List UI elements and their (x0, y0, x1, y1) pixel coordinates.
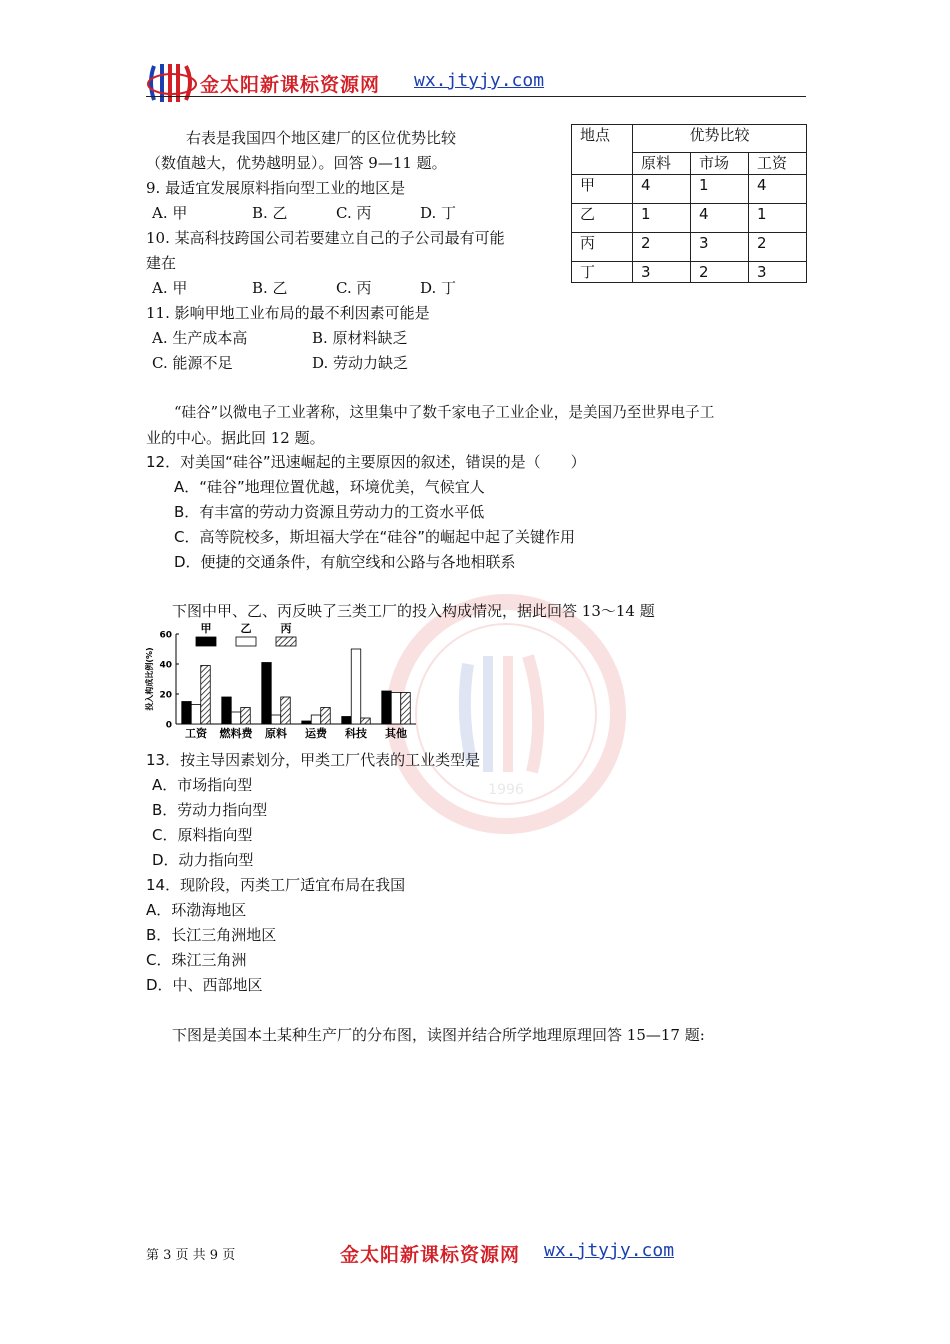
table-cell: 4 (633, 175, 691, 204)
question-9-option: B. 乙 (252, 204, 288, 222)
bar-丙 (241, 708, 251, 725)
question-14-option: D．中、西部地区 (146, 976, 263, 994)
bar-甲 (222, 697, 232, 724)
question-9-option: A. 甲 (152, 204, 188, 222)
bar-丙 (401, 693, 411, 725)
table-cell: 3 (749, 262, 807, 283)
legend-label: 乙 (240, 622, 252, 635)
brand-logo-icon (146, 60, 200, 104)
question-13-option: B．劳动力指向型 (152, 801, 268, 819)
table-row (572, 262, 807, 283)
question-13-stem: 13．按主导因素划分，甲类工厂代表的工业类型是 (146, 751, 481, 769)
question-14-option: B．长江三角洲地区 (146, 926, 277, 944)
bar-丙 (321, 708, 331, 725)
table-cell: 3 (633, 262, 691, 283)
intro-text-1a: 右表是我国四个地区建厂的区位优势比较 (186, 129, 457, 147)
footer-url-link[interactable]: wx.jtyjy.com (544, 1240, 675, 1261)
table-header-place: 地点 (572, 125, 633, 175)
table-cell-place: 甲 (572, 175, 633, 204)
question-11-option: D. 劳动力缺乏 (312, 354, 409, 372)
question-14-option: A．环渤海地区 (146, 901, 247, 919)
question-10-stem: 10. 某高科技跨国公司若要建立自己的子公司最有可能 (146, 229, 505, 247)
question-9-option: C. 丙 (336, 204, 372, 222)
table-cell: 1 (749, 204, 807, 233)
y-axis-label: 投入构成比例(%) (145, 647, 154, 711)
table-row (572, 204, 807, 233)
question-9-option: D. 丁 (420, 204, 457, 222)
watermark-seal (386, 594, 626, 834)
y-tick-label: 20 (159, 690, 172, 701)
intro-text-2a: “硅谷”以微电子工业著称，这里集中了数千家电子工业企业，是美国乃至世界电子工 (174, 404, 715, 421)
question-12-stem: 12．对美国“硅谷”迅速崛起的主要原因的叙述，错误的是（ ） (146, 453, 586, 471)
question-10-option: C. 丙 (336, 279, 372, 297)
y-tick-label: 40 (159, 660, 172, 671)
bar-乙 (391, 693, 401, 725)
table-cell: 1 (691, 175, 749, 204)
table-cell-place: 丁 (572, 262, 633, 283)
legend-swatch (236, 637, 256, 646)
question-12-option: D．便捷的交通条件，有航空线和公路与各地相联系 (174, 553, 516, 571)
intro-text-1b: （数值越大，优势越明显）。回答 9—11 题。 (146, 154, 447, 172)
bar-甲 (182, 702, 192, 725)
x-tick-label: 运费 (305, 727, 327, 740)
table-cell: 4 (749, 175, 807, 204)
question-12-option: A．“硅谷”地理位置优越，环境优美，气候宜人 (174, 478, 485, 496)
footer-brand: 金太阳新课标资源网 (340, 1244, 521, 1266)
bar-丙 (361, 718, 371, 724)
intro-text-3: 下图中甲、乙、丙反映了三类工厂的投入构成情况，据此回答 13～14 题 (172, 602, 655, 620)
question-13-option: C．原料指向型 (152, 826, 253, 844)
bar-乙 (271, 715, 281, 724)
bar-甲 (262, 663, 272, 725)
table-cell: 4 (691, 204, 749, 233)
legend-label: 丙 (280, 622, 292, 635)
x-tick-label: 原料 (265, 727, 287, 740)
bar-丙 (281, 697, 291, 724)
header-url-link[interactable]: wx.jtyjy.com (414, 70, 545, 91)
intro-text-2b: 业的中心。据此回 12 题。 (146, 429, 325, 447)
bar-乙 (351, 649, 361, 724)
input-structure-bar-chart (140, 620, 420, 744)
legend-swatch (276, 637, 296, 646)
question-14-option: C．珠江三角洲 (146, 951, 247, 969)
question-11-option: C. 能源不足 (152, 354, 233, 372)
x-tick-label: 工资 (185, 727, 207, 740)
legend-swatch (196, 637, 216, 646)
question-11-option: B. 原材料缺乏 (312, 329, 408, 347)
x-tick-label: 其他 (385, 727, 407, 740)
table-cell-place: 乙 (572, 204, 633, 233)
table-cell: 1 (633, 204, 691, 233)
table-row (572, 233, 807, 262)
bar-乙 (311, 715, 321, 724)
question-12-option: C．高等院校多，斯坦福大学在“硅谷”的崛起中起了关键作用 (174, 528, 576, 546)
bar-丙 (201, 666, 211, 725)
table-cell: 2 (691, 262, 749, 283)
question-10-option: A. 甲 (152, 279, 188, 297)
question-13-option: A．市场指向型 (152, 776, 253, 794)
question-11-option: A. 生产成本高 (152, 329, 248, 347)
question-14-stem: 14．现阶段，丙类工厂适宜布局在我国 (146, 876, 406, 894)
header-divider (146, 96, 806, 97)
header-brand: 金太阳新课标资源网 (200, 74, 381, 96)
intro-text-4: 下图是美国本土某种生产厂的分布图，读图并结合所学地理原理回答 15—17 题: (172, 1026, 705, 1044)
question-11-stem: 11. 影响甲地工业布局的最不利因素可能是 (146, 304, 430, 322)
page-number: 第 3 页 共 9 页 (146, 1248, 236, 1263)
question-13-option: D．动力指向型 (152, 851, 254, 869)
bar-甲 (382, 691, 392, 724)
x-tick-label: 科技 (345, 727, 367, 740)
bar-甲 (302, 721, 312, 724)
table-subheader: 市场 (691, 153, 749, 175)
table-header-advantage: 优势比较 (633, 125, 807, 153)
location-advantage-table (571, 124, 807, 283)
question-12-option: B．有丰富的劳动力资源且劳动力的工资水平低 (174, 503, 485, 521)
table-cell-place: 丙 (572, 233, 633, 262)
table-cell: 2 (633, 233, 691, 262)
table-subheader: 原料 (633, 153, 691, 175)
x-tick-label: 燃料费 (219, 727, 253, 740)
table-row (572, 175, 807, 204)
question-10-option: B. 乙 (252, 279, 288, 297)
legend-label: 甲 (200, 622, 212, 635)
bar-乙 (231, 712, 241, 724)
y-tick-label: 0 (165, 720, 172, 731)
bar-乙 (191, 705, 201, 725)
bar-甲 (342, 717, 352, 725)
y-tick-label: 60 (159, 630, 172, 641)
question-10-option: D. 丁 (420, 279, 457, 297)
table-cell: 3 (691, 233, 749, 262)
svg-text:1996: 1996 (488, 782, 524, 798)
question-9-stem: 9. 最适宜发展原料指向型工业的地区是 (146, 179, 406, 197)
table-cell: 2 (749, 233, 807, 262)
question-10-stem-cont: 建在 (146, 254, 177, 272)
table-subheader: 工资 (749, 153, 807, 175)
